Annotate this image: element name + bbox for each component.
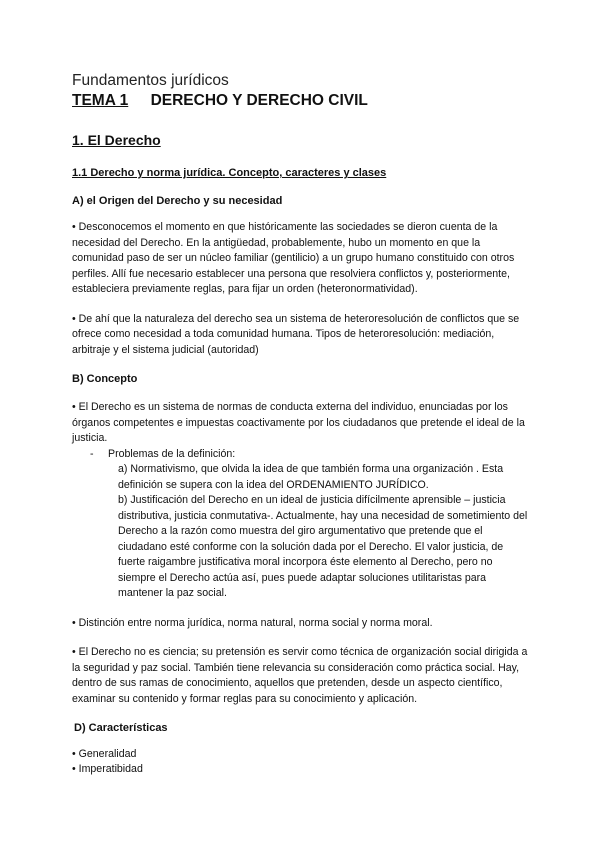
list-item [86,447,528,463]
tema-title: DERECHO Y DERECHO CIVIL [150,92,368,109]
tema-heading [72,92,528,110]
subsection-heading: 1.1 Derecho y norma jurídica. Concepto, caracteres y clases [72,167,387,179]
problem-b: b) Justificación del Derecho en un ideal de justicia difícilmente aprensible – justicia distributiva, justicia conmutativa-. Actualmente, hay una necesidad de sometimiento del Derecho a la razón como muestra del giro argumentativo que pretende que el ciudadano esté conforme con la solución dada por el Derecho. El valor justicia, de fuerte raigambre justificativa moral incorpora éste elemento al Derecho, pero no siempre el Derecho actúa así, pues puede adaptar soluciones utilitaristas para mantener la paz social. [118,494,528,599]
paragraph-concepto-1: • El Derecho es un sistema de normas de conducta externa del individuo, enunciadas por los órganos competentes e impuestas coactivamente por los ciudadanos que pretende el ideal de la justicia. [72,401,525,444]
problem-a: a) Normativismo, que olvida la idea de que también forma una organización . Esta definición se supera con la idea del ORDENAMIENTO JURÍDICO. [118,463,504,491]
subject-title: Fundamentos jurídicos [72,72,229,89]
problems-title: Problemas de la definición: [108,447,236,460]
section-heading: 1. El Derecho [72,132,161,148]
paragraph-origen-2: • De ahí que la naturaleza del derecho sea un sistema de heteroresolución de conflictos que se ofrece como necesidad a toda comunidad humana. Tipos de heteroresolución: mediación, arbitraje y el sistema judicial (autoridad) [72,312,520,356]
features-list [72,747,528,777]
paragraph-origen-1: • Desconocemos el momento en que históricamente las sociedades se dieron cuenta de la necesidad del Derecho. En la antigüedad, probablemente, hubo un momento en que la comunidad paso de ser un núcleo familiar (gentilicio) a un grupo humano constituido con otros perfiles. Allí fue necesario establecer una persona que resolviera conflictos y, posteriormente, estableciera previamente reglas, para fijar un orden (heteronormatividad). [72,221,515,295]
heading-origen: A) el Origen del Derecho y su necesidad [72,195,283,207]
list-item: • Imperatibidad [72,763,143,775]
paragraph-concepto-2: • Distinción entre norma jurídica, norma natural, norma social y norma moral. [72,616,433,629]
heading-caracteristicas: D) Características [74,722,168,734]
tema-number: TEMA 1 [72,92,129,109]
heading-concepto: B) Concepto [72,373,138,385]
paragraph-concepto-3: • El Derecho no es ciencia; su pretensión es servir como técnica de organización social dirigida a la seguridad y paz social. También tiene relevancia su consideración como práctica social. Hay, dentro de sus ramas de conocimiento, aquellos que pretenden, desde un aspecto científico, examinar su contenido y formar reglas para su conocimiento y aplicación. [72,646,528,705]
problems-list [72,447,528,602]
list-item: • Generalidad [72,748,137,760]
dash-marker: - [90,447,94,460]
